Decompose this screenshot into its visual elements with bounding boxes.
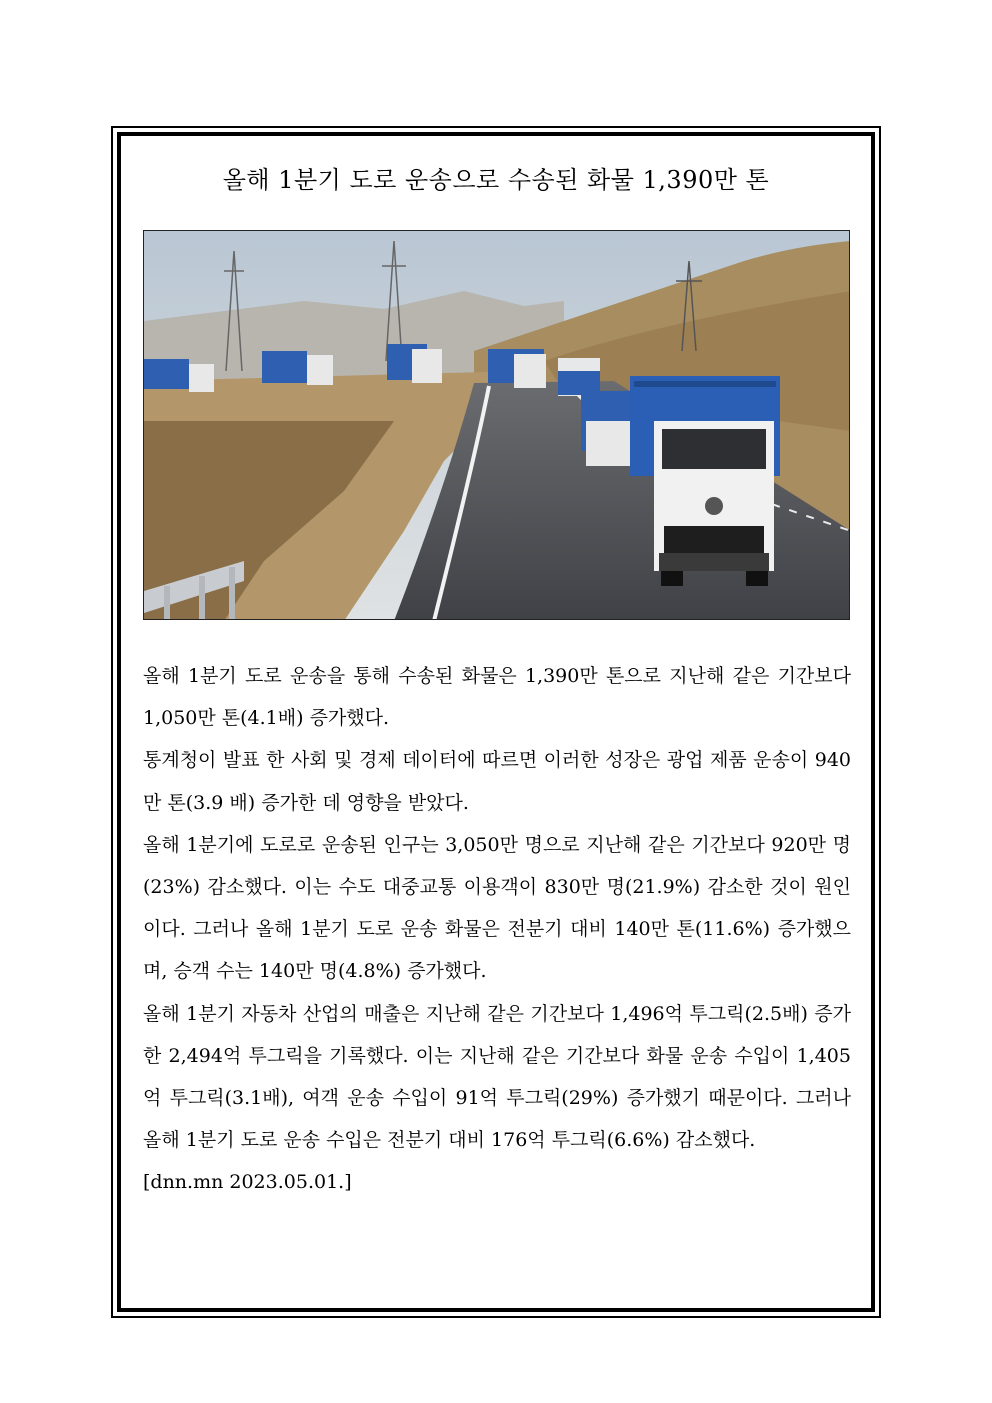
trucks-on-highway-photo (143, 230, 850, 620)
paragraph-revenue: 올해 1분기 자동차 산업의 매출은 지난해 같은 기간보다 1,496억 투그릭(2.5배) 증가한 2,494억 투그릭을 기록했다. 이는 지난해 같은 기간보다 화물 운송 수입이 1,405억 투그릭(3.1배), 여객 운송 수입이 91억 투그릭(29%) 증가했기 때문이다. 그러나 올해 1분기 도로 운송 수입은 전분기 대비 176억 투그릭(6.6%) 감소했다. (143, 1002, 851, 1152)
paragraph-cargo: 올해 1분기 도로 운송을 통해 수송된 화물은 1,390만 톤으로 지난해 같은 기간보다 1,050만 톤(4.1배) 증가했다. (143, 665, 851, 730)
article-body (143, 655, 851, 1204)
source-citation: [dnn.mn 2023.05.01.] (143, 1171, 352, 1194)
paragraph-mining: 통계청이 발표 한 사회 및 경제 데이터에 따르면 이러한 성장은 광업 제품 운송이 940만 톤(3.9 배) 증가한 데 영향을 받았다. (143, 749, 851, 814)
paragraph-passengers: 올해 1분기에 도로로 운송된 인구는 3,050만 명으로 지난해 같은 기간보다 920만 명(23%) 감소했다. 이는 수도 대중교통 이용객이 830만 명(21.9%) 감소한 것이 원인이다. 그러나 올해 1분기 도로 운송 화물은 전분기 대비 140만 톤(11.6%) 증가했으며, 승객 수는 140만 명(4.8%) 증가했다. (143, 833, 851, 983)
article-title: 올해 1분기 도로 운송으로 수송된 화물 1,390만 톤 (222, 166, 770, 194)
